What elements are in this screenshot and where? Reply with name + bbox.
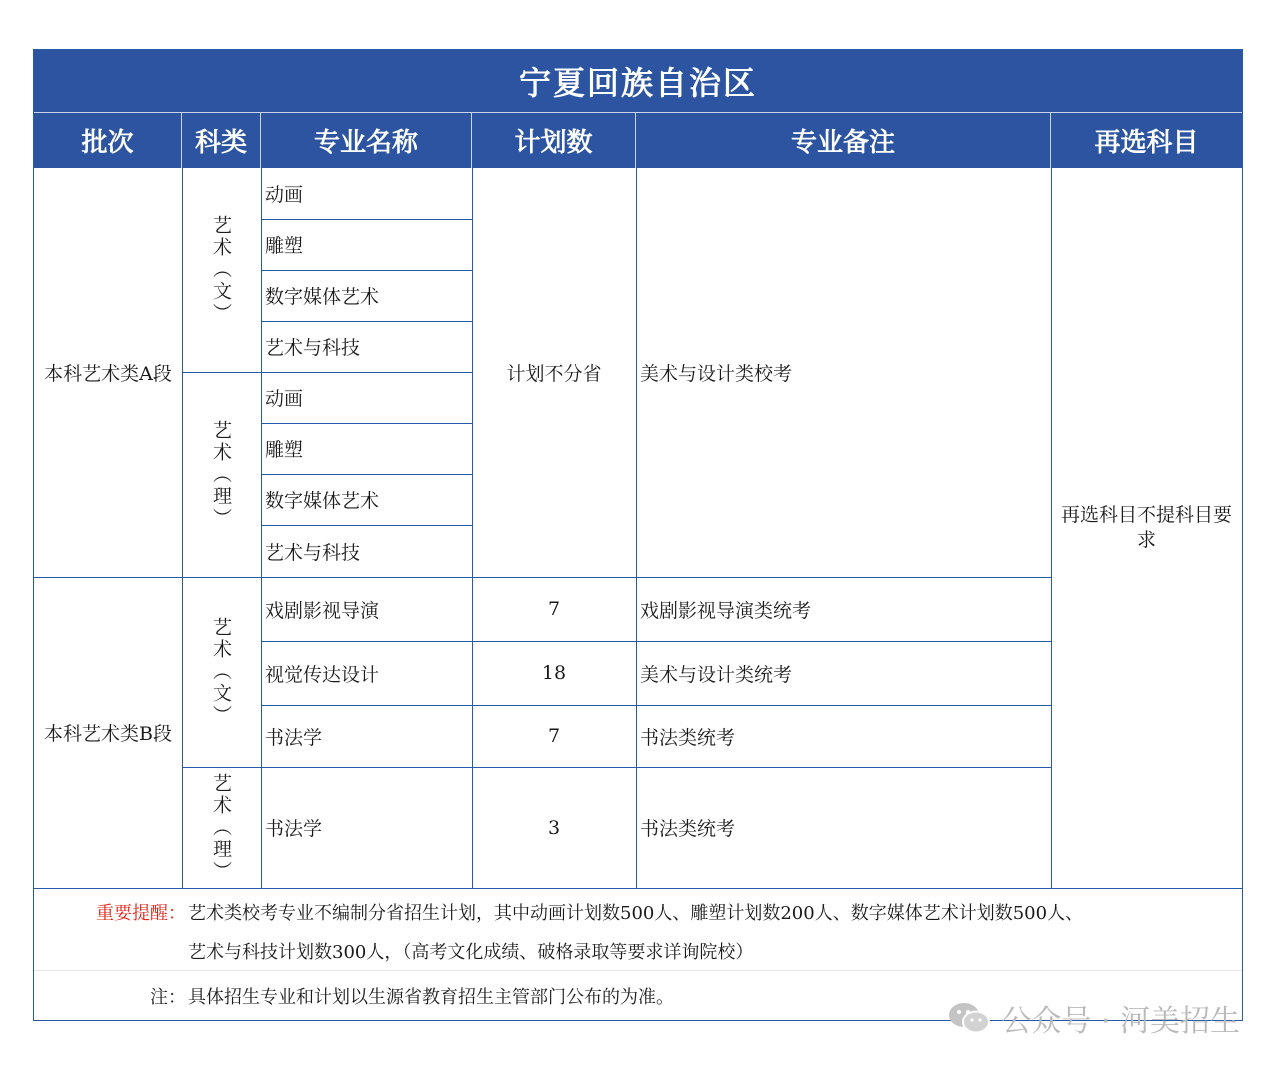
remark-cell: 美术与设计类统考: [640, 663, 793, 686]
major-cell: 戏剧影视导演: [265, 599, 380, 622]
watermark-text: 公众号 · 河美招生: [1001, 1004, 1240, 1039]
batch-a-class-arts: 艺术（文）: [210, 215, 232, 325]
major-cell: 雕塑: [265, 235, 304, 257]
batch-a-remark: 美术与设计类校考: [640, 363, 793, 385]
important-line1: 艺术类校考专业不编制分省招生计划，其中动画计划数500人、雕塑计划数200人、数字媒体艺术计划数500人、: [188, 903, 1084, 924]
note-text: 具体招生专业和计划以生源省教育招生主管部门公布的为准。: [188, 987, 674, 1008]
admission-table: [33, 49, 1243, 1021]
header-major: 专业名称: [261, 112, 472, 168]
major-cell: 数字媒体艺术: [265, 490, 380, 512]
batch-b-label: 本科艺术类B段: [44, 723, 172, 745]
plan-cell: 3: [547, 816, 561, 839]
batch-a-plan: 计划不分省: [506, 363, 602, 385]
wechat-icon: [947, 1001, 991, 1035]
plan-cell: 7: [547, 725, 561, 747]
header-remark: 专业备注: [636, 112, 1051, 168]
major-cell: 雕塑: [265, 439, 304, 461]
reselect-requirement: 再选科目不提科目要求: [1060, 504, 1232, 551]
major-cell: 动画: [265, 388, 304, 410]
table-title: 宁夏回族自治区: [34, 50, 1242, 112]
batch-b-class-arts: 艺术（文）: [210, 617, 232, 727]
plan-cell: 7: [547, 598, 561, 620]
header-class: 科类: [182, 112, 261, 168]
major-cell: 艺术与科技: [265, 337, 361, 359]
important-note: [34, 898, 1242, 926]
important-label: 重要提醒：: [96, 903, 186, 924]
batch-a-class-science: 艺术（理）: [210, 419, 232, 530]
watermark: [947, 996, 1240, 1040]
remark-cell: 书法类统考: [640, 726, 736, 749]
header-batch: 批次: [34, 112, 182, 168]
header-plan: 计划数: [472, 112, 636, 168]
important-line2: 艺术与科技计划数300人，（高考文化成绩、破格录取等要求详询院校）: [188, 942, 754, 963]
major-cell: 书法学: [265, 818, 323, 840]
note-label: 注：: [150, 987, 186, 1008]
plan-cell: 18: [541, 662, 567, 684]
batch-b-class-science: 艺术（理）: [210, 772, 232, 883]
important-note-cont: [34, 937, 1242, 965]
major-cell: 视觉传达设计: [265, 663, 380, 686]
major-cell: 数字媒体艺术: [265, 286, 380, 308]
major-cell: 艺术与科技: [265, 541, 361, 564]
major-cell: 动画: [265, 184, 304, 206]
batch-a-label: 本科艺术类A段: [44, 363, 172, 385]
header-reselect: 再选科目: [1051, 112, 1242, 168]
remark-cell: 戏剧影视导演类统考: [640, 599, 812, 622]
major-cell: 书法学: [265, 726, 323, 749]
remark-cell: 书法类统考: [640, 818, 736, 840]
